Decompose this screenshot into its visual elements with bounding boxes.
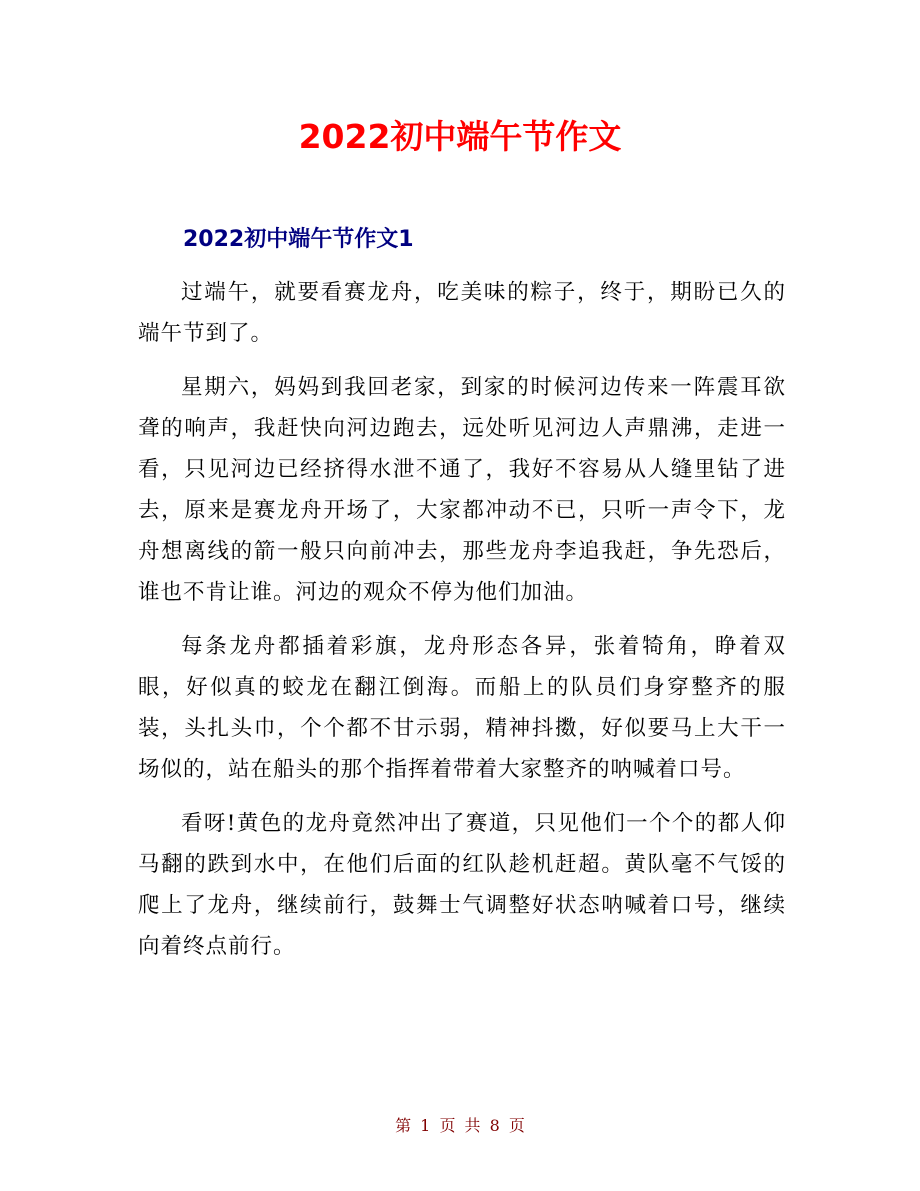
paragraph: 每条龙舟都插着彩旗，龙舟形态各异，张着犄角，睁着双眼，好似真的蛟龙在翻江倒海。而船上的队员们身穿整齐的服装，头扎头巾，个个都不甘示弱，精神抖擞，好似要马上大干一场似的，站在船头的那个指挥着带着大家整齐的呐喊着口号。 <box>138 634 786 782</box>
section-heading: 2022初中端午节作文1 <box>183 227 414 252</box>
paragraph: 看呀!黄色的龙舟竟然冲出了赛道，只见他们一个个的都人仰马翻的跌到水中，在他们后面的红队趁机赶超。黄队毫不气馁的爬上了龙舟，继续前行，鼓舞士气调整好状态呐喊着口号，继续向着终点前行。 <box>138 811 786 959</box>
document-title: 2022初中端午节作文 <box>298 117 622 156</box>
paragraph: 过端午，就要看赛龙舟，吃美味的粽子，终于，期盼已久的端午节到了。 <box>138 280 786 346</box>
page-footer: 第 1 页 共 8 页 <box>395 1116 525 1135</box>
paragraph: 星期六，妈妈到我回老家，到家的时候河边传来一阵震耳欲聋的响声，我赶快向河边跑去，远处听见河边人声鼎沸，走进一看，只见河边已经挤得水泄不通了，我好不容易从人缝里钻了进去，原来是赛龙舟开场了，大家都冲动不已，只听一声令下，龙舟想离线的箭一般只向前冲去，那些龙舟李追我赶，争先恐后，谁也不肯让谁。河边的观众不停为他们加油。 <box>138 375 786 605</box>
document-body <box>138 272 786 980</box>
